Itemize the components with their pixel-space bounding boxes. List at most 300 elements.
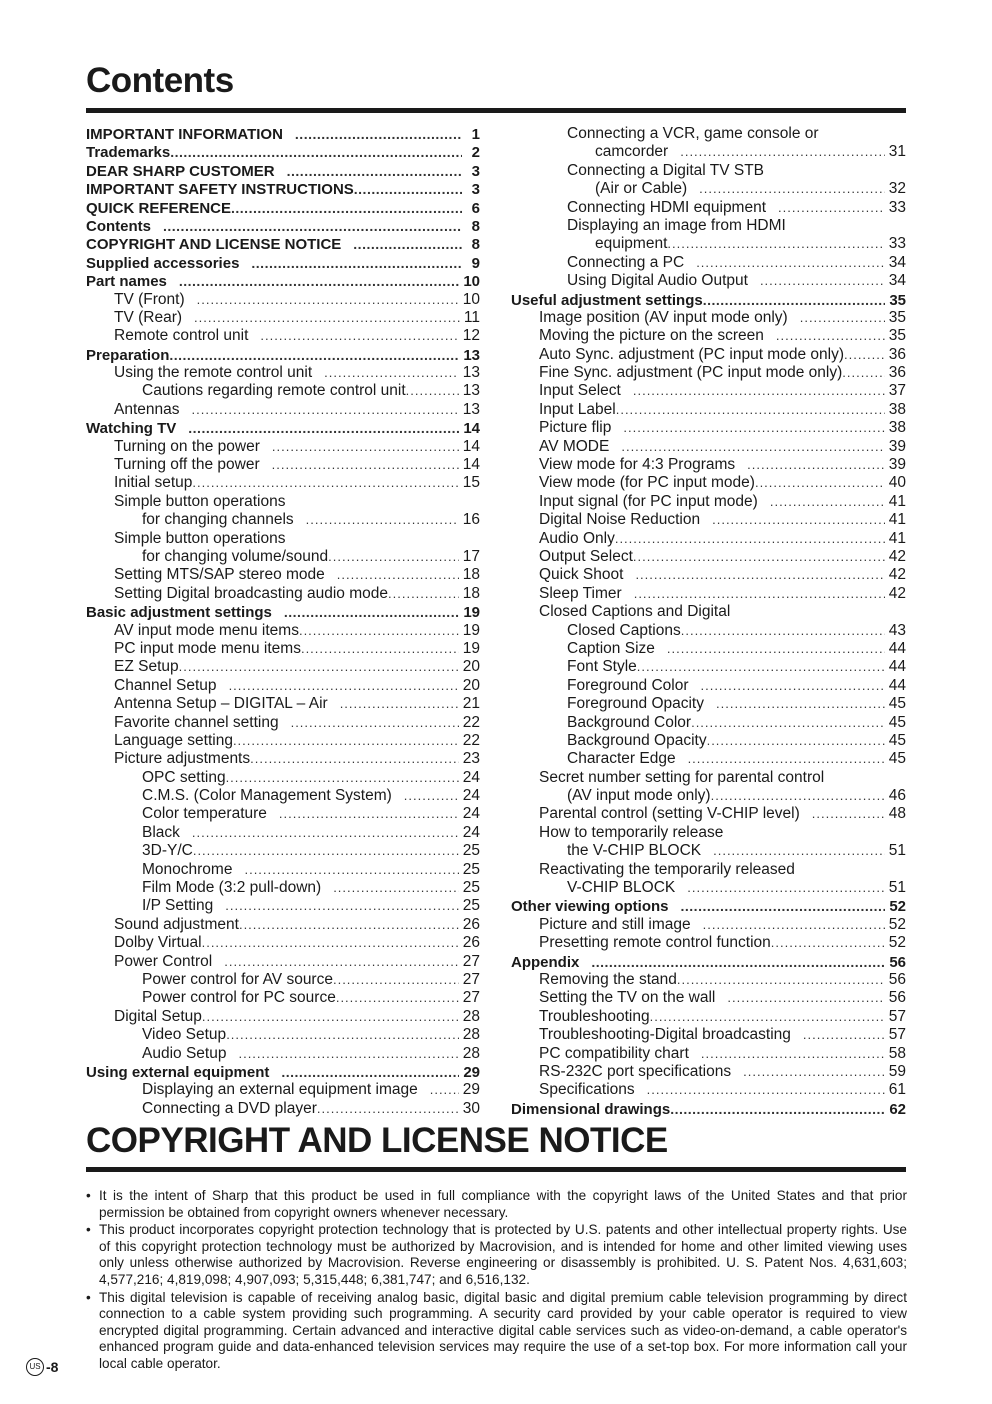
toc-entry xyxy=(86,254,480,272)
toc-entry-page: 3 xyxy=(471,162,480,180)
toc-entry-page: 48 xyxy=(888,805,906,823)
toc-entry-page: 38 xyxy=(888,419,906,437)
toc-entry-page: 13 xyxy=(463,346,480,364)
toc-entry-label: Channel Setup xyxy=(114,676,217,694)
toc-leader-dots xyxy=(591,953,885,971)
toc-entry-label: Fine Sync. adjustment (PC input mode only) xyxy=(539,364,843,382)
notice-text: This product incorporates copyright protection technology that is protected by U.S. patents and other intellectual property rights. Use of this copyright protection technology must be authorized by Macrovision, and is intended for home and other limited viewing uses only unless otherwise authorized by Macrovision. Reverse engineering or disassembly is prohibited. U. S. Patent Nos. 4,631,603; 4,577,216; 4,819,098; 4,907,093; 5,315,448; 6,381,747; and 6,516,132. xyxy=(99,1222,907,1287)
toc-entry xyxy=(511,511,906,529)
toc-entry xyxy=(511,750,906,768)
toc-leader-dots xyxy=(743,1063,885,1081)
toc-entry-page: 42 xyxy=(888,547,906,565)
toc-entry-page: 20 xyxy=(462,658,480,676)
toc-leader-dots xyxy=(703,916,885,934)
toc-leader-dots xyxy=(239,916,459,934)
toc-entry-page: 57 xyxy=(888,1026,906,1044)
toc-leader-dots xyxy=(279,805,459,823)
toc-entry-page: 38 xyxy=(888,400,906,418)
toc-entry xyxy=(511,769,906,787)
toc-entry xyxy=(86,750,480,768)
toc-entry-label: Color temperature xyxy=(142,805,267,823)
toc-leader-dots xyxy=(430,1081,459,1099)
toc-leader-dots xyxy=(406,382,459,400)
toc-entry xyxy=(511,805,906,823)
toc-entry xyxy=(511,493,906,511)
toc-entry xyxy=(86,438,480,456)
toc-entry-page: 30 xyxy=(462,1099,480,1117)
toc-entry xyxy=(86,382,480,400)
toc-entry-page: 14 xyxy=(462,437,480,455)
toc-entry-label: Removing the stand xyxy=(539,970,677,988)
toc-entry-label: Favorite channel setting xyxy=(114,713,279,731)
toc-entry-page: 56 xyxy=(888,989,906,1007)
toc-entry xyxy=(86,1045,480,1063)
toc-entry-page: 44 xyxy=(888,658,906,676)
toc-entry xyxy=(511,861,906,879)
toc-entry-page: 45 xyxy=(888,695,906,713)
toc-entry xyxy=(86,125,480,143)
toc-entry-page: 52 xyxy=(889,898,906,916)
toc-entry xyxy=(511,456,906,474)
toc-entry-page: 8 xyxy=(471,236,480,254)
toc-entry xyxy=(511,934,906,952)
toc-entry xyxy=(511,1045,906,1063)
toc-left-column xyxy=(86,125,480,1118)
toc-entry-page: 46 xyxy=(888,787,906,805)
toc-right-column xyxy=(511,125,906,1118)
toc-entry xyxy=(511,787,906,805)
toc-entry-label: Simple button operations xyxy=(114,492,286,510)
toc-entry xyxy=(86,695,480,713)
toc-entry-page: 23 xyxy=(462,750,480,768)
toc-entry-label: Digital Noise Reduction xyxy=(539,511,701,529)
toc-entry-label: I/P Setting xyxy=(142,897,214,915)
toc-entry-page: 25 xyxy=(462,842,480,860)
toc-leader-dots xyxy=(250,750,459,768)
toc-entry-page: 18 xyxy=(462,584,480,602)
notice-text: This digital television is capable of receiving analog basic, digital basic and digital premium cable television programming by direct connection to a cable system providing such programming. A security card provided by your cable operator is required to view encrypted digital programming. Certain advanced and interactive digital cable services such as video-on-demand, a cable operator's enhanced program guide and data-enhanced television services may require the use of a set-top box. For more information call your local cable operator. xyxy=(99,1289,907,1371)
toc-entry-label: Antenna Setup – DIGITAL – Air xyxy=(114,695,328,713)
toc-entry-page: 19 xyxy=(463,604,480,622)
toc-leader-dots xyxy=(776,327,885,345)
toc-entry-page: 32 xyxy=(888,180,906,198)
toc-leader-dots xyxy=(616,401,885,419)
toc-leader-dots xyxy=(634,585,885,603)
toc-leader-dots xyxy=(301,640,459,658)
toc-entry-label: equipment xyxy=(595,235,668,253)
toc-leader-dots xyxy=(681,622,885,640)
toc-leader-dots xyxy=(388,585,459,603)
toc-entry-page: 19 xyxy=(462,621,480,639)
toc-entry xyxy=(86,1081,480,1099)
toc-entry xyxy=(86,511,480,529)
toc-entry-label: Setting Digital broadcasting audio mode xyxy=(114,584,389,602)
toc-entry-page: 45 xyxy=(888,731,906,749)
toc-entry-label: Antennas xyxy=(114,400,180,418)
toc-entry xyxy=(86,861,480,879)
toc-entry-label: OPC setting xyxy=(142,768,226,786)
toc-leader-dots xyxy=(699,180,885,198)
toc-entry-label: Image position (AV input mode only) xyxy=(539,308,788,326)
toc-entry xyxy=(86,530,480,548)
toc-entry xyxy=(511,199,906,217)
toc-entry-label: Power control for AV source xyxy=(142,970,333,988)
copyright-notice-list xyxy=(86,1188,907,1374)
toc-leader-dots xyxy=(179,658,459,676)
bullet-icon: • xyxy=(86,1188,91,1203)
toc-entry-page: 52 xyxy=(888,915,906,933)
toc-leader-dots xyxy=(691,714,885,732)
toc-leader-dots xyxy=(711,787,885,805)
toc-entry-page: 51 xyxy=(888,879,906,897)
toc-entry-label: Picture flip xyxy=(539,419,612,437)
toc-entry-label: Background Color xyxy=(567,713,692,731)
toc-entry-page: 13 xyxy=(462,382,480,400)
toc-leader-dots xyxy=(727,989,884,1007)
toc-entry xyxy=(86,566,480,584)
toc-entry xyxy=(86,934,480,952)
toc-entry-page: 39 xyxy=(888,456,906,474)
toc-entry-label: C.M.S. (Color Management System) xyxy=(142,787,392,805)
toc-entry-label: DEAR SHARP CUSTOMER xyxy=(86,162,275,180)
toc-leader-dots xyxy=(353,235,462,253)
toc-entry-label: Font Style xyxy=(567,658,637,676)
toc-entry-label: Connecting a Digital TV STB xyxy=(567,161,765,179)
toc-entry-label: Setting MTS/SAP stereo mode xyxy=(114,566,325,584)
toc-entry xyxy=(86,971,480,989)
toc-leader-dots xyxy=(333,971,459,989)
toc-leader-dots xyxy=(224,953,459,971)
toc-entry xyxy=(86,879,480,897)
toc-entry-page: 27 xyxy=(462,989,480,1007)
toc-leader-dots xyxy=(680,143,885,161)
toc-entry-page: 45 xyxy=(888,750,906,768)
toc-leader-dots xyxy=(696,254,885,272)
toc-entry-page: 24 xyxy=(462,768,480,786)
toc-entry xyxy=(86,474,480,492)
toc-entry-page: 31 xyxy=(888,143,906,161)
toc-leader-dots xyxy=(225,897,459,915)
toc-leader-dots xyxy=(260,327,458,345)
toc-entry-label: Preparation xyxy=(86,346,170,364)
toc-entry xyxy=(511,971,906,989)
toc-entry xyxy=(511,658,906,676)
toc-entry-page: 36 xyxy=(888,345,906,363)
toc-entry xyxy=(511,438,906,456)
toc-entry-label: Displaying an image from HDMI xyxy=(567,216,786,234)
toc-leader-dots xyxy=(354,180,462,198)
toc-entry-page: 14 xyxy=(462,456,480,474)
toc-entry-page: 28 xyxy=(462,1044,480,1062)
toc-entry-page: 22 xyxy=(462,731,480,749)
toc-entry-label: Simple button operations xyxy=(114,529,286,547)
toc-entry-page: 25 xyxy=(462,860,480,878)
toc-entry-label: Connecting a VCR, game console or xyxy=(567,125,819,142)
toc-leader-dots xyxy=(284,603,459,621)
toc-entry-page: 41 xyxy=(888,492,906,510)
toc-entry xyxy=(511,254,906,272)
toc-leader-dots xyxy=(770,493,885,511)
toc-entry-page: 25 xyxy=(462,879,480,897)
toc-leader-dots xyxy=(295,125,462,143)
toc-entry-label: V-CHIP BLOCK xyxy=(567,879,676,897)
toc-entry xyxy=(511,217,906,235)
toc-entry-page: 42 xyxy=(888,566,906,584)
toc-entry xyxy=(86,1026,480,1044)
toc-entry xyxy=(511,235,906,253)
toc-entry-label: AV input mode menu items xyxy=(114,621,299,639)
toc-entry-label: Picture and still image xyxy=(539,915,691,933)
toc-entry xyxy=(86,548,480,566)
toc-entry xyxy=(86,199,480,217)
toc-entry xyxy=(86,916,480,934)
toc-entry-label: View mode for 4:3 Programs xyxy=(539,456,736,474)
toc-entry-label: Closed Captions xyxy=(567,621,681,639)
toc-entry-label: Contents xyxy=(86,217,151,235)
toc-entry xyxy=(511,125,906,143)
toc-leader-dots xyxy=(771,934,885,952)
toc-leader-dots xyxy=(701,1045,885,1063)
toc-leader-dots xyxy=(192,824,459,842)
section-rule xyxy=(86,1167,906,1172)
toc-entry-label: How to temporarily release xyxy=(539,823,724,841)
toc-leader-dots xyxy=(251,254,462,272)
toc-entry-label: Audio Only xyxy=(539,529,615,547)
toc-entry-page: 33 xyxy=(888,235,906,253)
toc-entry xyxy=(511,879,906,897)
toc-leader-dots xyxy=(681,897,886,915)
toc-entry-label: PC input mode menu items xyxy=(114,639,301,657)
toc-leader-dots xyxy=(188,419,459,437)
toc-entry xyxy=(511,474,906,492)
toc-entry xyxy=(511,677,906,695)
toc-entry-label: Dimensional drawings xyxy=(511,1100,671,1118)
toc-entry-page: 56 xyxy=(888,970,906,988)
toc-leader-dots xyxy=(760,272,885,290)
toc-leader-dots xyxy=(226,1026,459,1044)
toc-entry xyxy=(86,291,480,309)
region-mark-icon: US xyxy=(26,1358,44,1376)
toc-entry xyxy=(86,585,480,603)
toc-entry-label: Secret number setting for parental control xyxy=(539,768,825,786)
toc-entry-label: Auto Sync. adjustment (PC input mode only) xyxy=(539,345,844,363)
toc-entry xyxy=(511,364,906,382)
toc-entry xyxy=(511,732,906,750)
toc-entry xyxy=(511,1100,906,1118)
toc-entry-page: 8 xyxy=(471,217,480,235)
toc-entry xyxy=(86,824,480,842)
toc-entry-page: 21 xyxy=(462,695,480,713)
toc-entry xyxy=(86,309,480,327)
toc-leader-dots xyxy=(233,732,459,750)
toc-entry-page: 29 xyxy=(462,1081,480,1099)
toc-entry-label: Connecting a DVD player xyxy=(142,1099,317,1117)
toc-entry-label: Turning on the power xyxy=(114,437,260,455)
toc-leader-dots xyxy=(328,548,459,566)
toc-entry-page: 19 xyxy=(462,639,480,657)
toc-entry-label: Reactivating the temporarily released xyxy=(539,860,795,878)
toc-leader-dots xyxy=(281,1063,459,1081)
toc-entry xyxy=(511,382,906,400)
toc-leader-dots xyxy=(163,217,462,235)
toc-entry-page: 41 xyxy=(888,511,906,529)
section-title: COPYRIGHT AND LICENSE NOTICE xyxy=(86,1121,668,1160)
toc-entry-page: 41 xyxy=(888,529,906,547)
toc-entry-page: 35 xyxy=(888,327,906,345)
toc-entry xyxy=(511,603,906,621)
toc-entry-page: 15 xyxy=(462,474,480,492)
toc-entry-label: Video Setup xyxy=(142,1026,227,1044)
toc-entry-label: Power Control xyxy=(114,952,213,970)
toc-entry-label: for changing volume/sound xyxy=(142,547,329,565)
toc-entry-page: 56 xyxy=(889,953,906,971)
toc-entry-page: 27 xyxy=(462,970,480,988)
toc-entry-label: Digital Setup xyxy=(114,1007,202,1025)
bullet-icon: • xyxy=(86,1289,91,1305)
toc-leader-dots xyxy=(623,419,884,437)
toc-entry-label: RS-232C port specifications xyxy=(539,1062,732,1080)
toc-entry xyxy=(511,346,906,364)
toc-entry xyxy=(511,897,906,915)
toc-leader-dots xyxy=(238,1045,458,1063)
toc-entry xyxy=(86,622,480,640)
toc-entry xyxy=(86,272,480,290)
toc-entry-label: Supplied accessories xyxy=(86,254,240,272)
toc-entry-page: 29 xyxy=(463,1063,480,1081)
toc-entry xyxy=(86,787,480,805)
toc-entry-page: 42 xyxy=(888,584,906,602)
toc-leader-dots xyxy=(202,934,459,952)
toc-entry-page: 39 xyxy=(888,437,906,455)
toc-entry xyxy=(86,603,480,621)
toc-entry-page: 9 xyxy=(471,254,480,272)
toc-entry xyxy=(86,235,480,253)
toc-entry-label: Film Mode (3:2 pull-down) xyxy=(142,879,322,897)
toc-entry-label: Background Opacity xyxy=(567,731,707,749)
toc-entry xyxy=(511,622,906,640)
toc-leader-dots xyxy=(272,456,459,474)
toc-entry-page: 36 xyxy=(888,364,906,382)
toc-entry-label: Initial setup xyxy=(114,474,193,492)
toc-leader-dots xyxy=(299,622,459,640)
toc-leader-dots xyxy=(179,272,459,290)
toc-entry-label: View mode (for PC input mode) xyxy=(539,474,755,492)
toc-entry-label: Audio Setup xyxy=(142,1044,227,1062)
toc-entry-label: Basic adjustment settings xyxy=(86,604,272,622)
toc-entry xyxy=(511,1063,906,1081)
toc-entry-page: 44 xyxy=(888,639,906,657)
notice-paragraph xyxy=(86,1222,907,1288)
toc-leader-dots xyxy=(650,1008,885,1026)
toc-entry-label: Input Select xyxy=(539,382,621,400)
toc-leader-dots xyxy=(615,530,885,548)
toc-leader-dots xyxy=(193,842,459,860)
toc-entry-label: Language setting xyxy=(114,731,233,749)
toc-entry-label: Displaying an external equipment image xyxy=(142,1081,418,1099)
toc-entry-label: Trademarks xyxy=(86,144,171,162)
toc-entry xyxy=(511,143,906,161)
notice-paragraph xyxy=(86,1188,907,1221)
toc-leader-dots xyxy=(635,566,884,584)
toc-leader-dots xyxy=(291,714,459,732)
toc-entry-label: Input Label xyxy=(539,400,616,418)
toc-entry-label: TV (Front) xyxy=(114,290,185,308)
toc-entry xyxy=(86,769,480,787)
toc-leader-dots xyxy=(844,346,885,364)
toc-entry-page: 2 xyxy=(471,144,480,162)
toc-entry-page: 28 xyxy=(462,1026,480,1044)
toc-entry xyxy=(511,309,906,327)
toc-entry-label: COPYRIGHT AND LICENSE NOTICE xyxy=(86,236,342,254)
toc-leader-dots xyxy=(778,199,885,217)
toc-entry xyxy=(511,989,906,1007)
toc-entry xyxy=(511,695,906,713)
toc-entry-page: 45 xyxy=(888,713,906,731)
toc-entry-page: 20 xyxy=(462,676,480,694)
toc-entry xyxy=(511,640,906,658)
toc-entry-label: camcorder xyxy=(595,143,669,161)
toc-entry-page: 24 xyxy=(462,823,480,841)
toc-leader-dots xyxy=(812,805,885,823)
toc-entry-label: Caption Size xyxy=(567,639,655,657)
toc-entry-page: 44 xyxy=(888,676,906,694)
toc-leader-dots xyxy=(192,401,459,419)
toc-entry-label: (AV input mode only) xyxy=(567,787,711,805)
toc-entry-page: 14 xyxy=(463,420,480,438)
toc-leader-dots xyxy=(713,842,885,860)
toc-entry xyxy=(86,842,480,860)
toc-entry-label: the V-CHIP BLOCK xyxy=(567,842,702,860)
toc-entry xyxy=(86,805,480,823)
toc-leader-dots xyxy=(633,548,885,566)
toc-entry-label: (Air or Cable) xyxy=(595,180,688,198)
toc-entry xyxy=(511,272,906,290)
toc-entry-page: 6 xyxy=(471,199,480,217)
toc-leader-dots xyxy=(670,1100,885,1118)
toc-entry-label: IMPORTANT SAFETY INSTRUCTIONS xyxy=(86,181,354,199)
toc-entry-page: 58 xyxy=(888,1044,906,1062)
toc-entry-label: EZ Setup xyxy=(114,658,179,676)
toc-entry-label: QUICK REFERENCE xyxy=(86,199,232,217)
toc-entry xyxy=(511,291,906,309)
toc-entry xyxy=(511,419,906,437)
toc-entry-page: 35 xyxy=(889,291,906,309)
toc-leader-dots xyxy=(842,364,885,382)
toc-entry-page: 10 xyxy=(462,290,480,308)
notice-paragraph xyxy=(86,1290,907,1373)
toc-leader-dots xyxy=(194,309,460,327)
toc-entry xyxy=(86,401,480,419)
toc-leader-dots xyxy=(633,382,885,400)
toc-entry-label: Sleep Timer xyxy=(539,584,622,602)
toc-leader-dots xyxy=(340,695,459,713)
toc-entry xyxy=(511,714,906,732)
toc-entry-label: Connecting a PC xyxy=(567,253,685,271)
toc-entry xyxy=(511,1026,906,1044)
toc-entry-page: 26 xyxy=(462,934,480,952)
toc-entry xyxy=(86,364,480,382)
toc-entry xyxy=(511,548,906,566)
toc-leader-dots xyxy=(287,162,462,180)
toc-entry xyxy=(86,1100,480,1118)
toc-leader-dots xyxy=(647,1081,885,1099)
toc-entry xyxy=(86,953,480,971)
toc-entry-label: Output Select xyxy=(539,547,633,565)
toc-leader-dots xyxy=(667,640,885,658)
toc-leader-dots xyxy=(755,474,885,492)
toc-entry-label: Moving the picture on the screen xyxy=(539,327,764,345)
toc-entry xyxy=(86,989,480,1007)
